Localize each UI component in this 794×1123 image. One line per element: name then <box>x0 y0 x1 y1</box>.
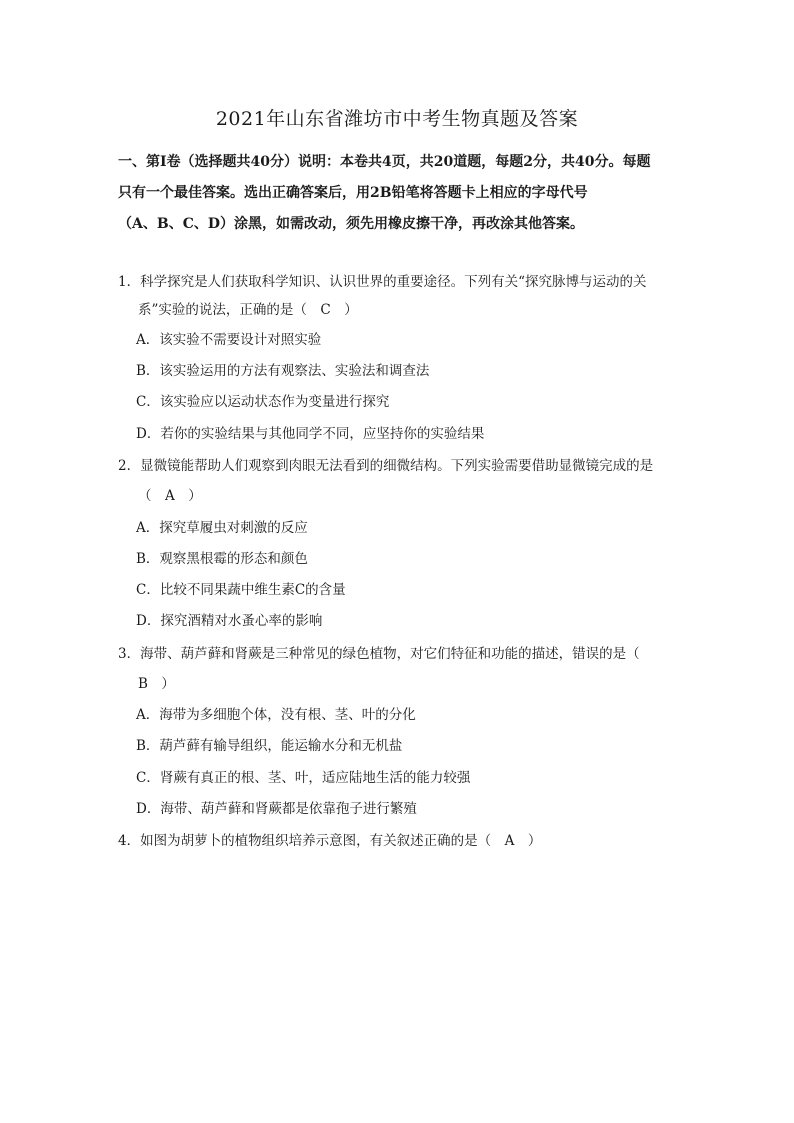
instruction-line: （A、B、C、D）涂黑，如需改动，须先用橡皮擦干净，再改涂其他答案。 <box>118 216 584 232</box>
option-d: D．海带、葫芦藓和肾蕨都是依靠孢子进行繁殖 <box>136 801 417 817</box>
option-b: B．该实验运用的方法有观察法、实验法和调查法 <box>136 363 430 379</box>
option-a: A．该实验不需要设计对照实验 <box>136 332 322 348</box>
section-instructions <box>118 147 688 240</box>
instruction-line: 只有一个最佳答案。选出正确答案后，用2B铅笔将答题卡上相应的字母代号 <box>118 185 588 201</box>
option-a: A．海带为多细胞个体，没有根、茎、叶的分化 <box>136 707 416 723</box>
option-b: B．观察黑根霉的形态和颜色 <box>136 551 308 567</box>
question-1-stem <box>118 272 647 292</box>
question-stem: 科学探究是人们获取科学知识、认识世界的重要途径。下列有关“探究脉博与运动的关 <box>140 274 647 290</box>
question-number: 3． <box>118 646 141 662</box>
option-d: D．若你的实验结果与其他同学不同，应坚持你的实验结果 <box>136 426 485 442</box>
question-stem-continued: 系”实验的说法，正确的是（ C ） <box>138 302 358 318</box>
option-b: B．葫芦藓有输导组织，能运输水分和无机盐 <box>136 738 403 754</box>
question-stem-continued: B ） <box>138 676 175 692</box>
question-2-stem <box>118 456 653 476</box>
option-c: C．肾蕨有真正的根、茎、叶，适应陆地生活的能力较强 <box>136 770 471 786</box>
question-4-stem <box>118 831 541 851</box>
question-number: 4． <box>118 833 141 849</box>
option-a: A．探究草履虫对刺激的反应 <box>136 520 308 536</box>
question-number: 1． <box>118 274 141 290</box>
question-stem: 如图为胡萝卜的植物组织培养示意图，有关叙述正确的是（ A ） <box>140 833 542 849</box>
instruction-line: 一、第Ⅰ卷（选择题共40分）说明：本卷共4页，共20道题，每题2分，共40分。每题 <box>118 154 651 170</box>
option-d: D．探究酒精对水蚤心率的影响 <box>136 613 323 629</box>
document-title: 2021年山东省潍坊市中考生物真题及答案 <box>215 108 579 130</box>
option-c: C．比较不同果蔬中维生素C的含量 <box>136 582 346 598</box>
question-stem: 海带、葫芦藓和肾蕨是三种常见的绿色植物，对它们特征和功能的描述，错误的是（ <box>140 646 640 662</box>
question-number: 2． <box>118 458 141 474</box>
question-3-stem <box>118 644 640 664</box>
question-stem-continued: （ A ） <box>138 488 202 504</box>
option-c: C．该实验应以运动状态作为变量进行探究 <box>136 394 390 410</box>
question-stem: 显微镜能帮助人们观察到肉眼无法看到的细微结构。下列实验需要借助显微镜完成的是 <box>140 458 654 474</box>
